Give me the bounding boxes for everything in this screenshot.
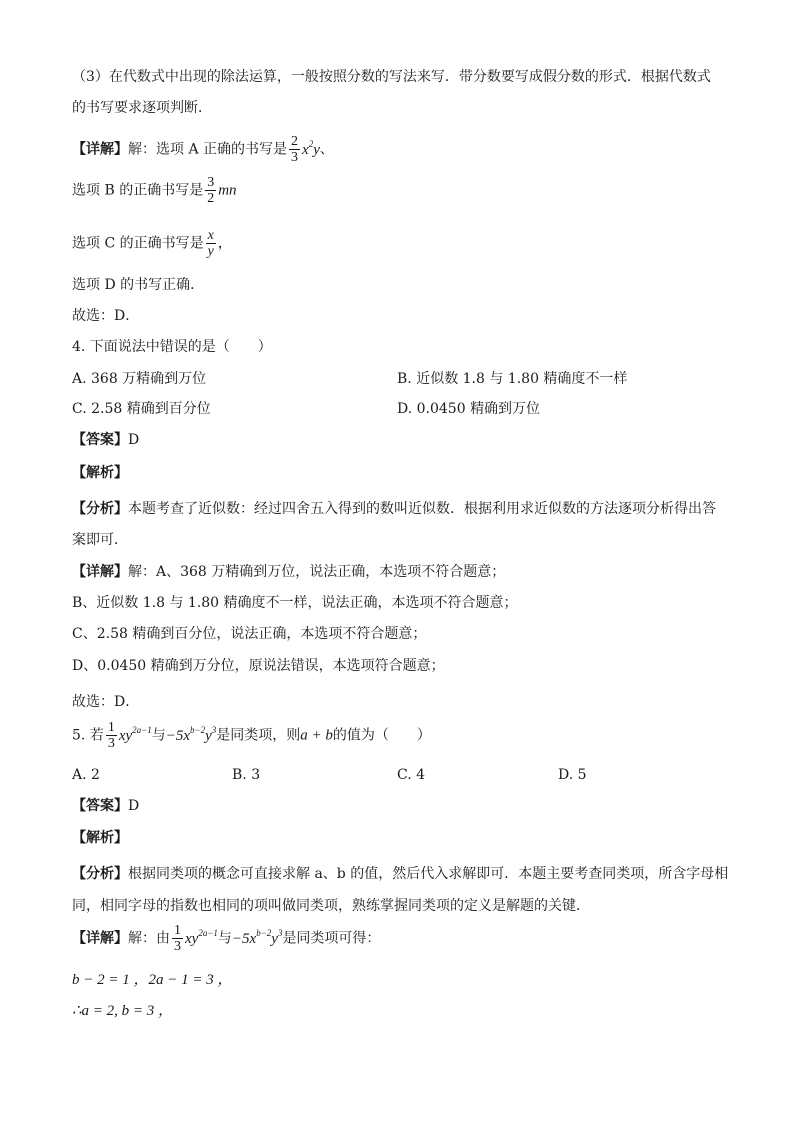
text-line: 案即可． — [72, 532, 128, 548]
q5-option-d: D. 5 — [558, 767, 587, 783]
fraction: $\frac{3}{2}$ — [207, 175, 215, 206]
question-5-stem: 5. 若 $\frac{1}{3}$ $xy^{2a-1}$与$-5x^{b-2}y^3$是同类项，则a + b的值为（ ） — [72, 720, 431, 751]
detail-text: 解：选项 A 正确的书写是 — [128, 141, 288, 158]
analysis-heading: 【解析】 — [72, 465, 128, 481]
q5-option-b: B. 3 — [232, 767, 261, 783]
math-term: $-5x^{b-2}y^3$ — [165, 724, 217, 744]
text-line: 同，相同字母的指数也相同的项叫做同类项，熟练掌握同类项的定义是解题的关键． — [72, 898, 590, 914]
fraction: $\frac{1}{3}$ — [107, 720, 115, 751]
analysis-line: 【分析】根据同类项的概念可直接求解 a、b 的值，然后代入求解即可．本题主要考查同类项，所含字母相 — [72, 866, 729, 882]
answer-line: 【答案】D — [72, 798, 140, 814]
text-line: （3）在代数式中出现的除法运算，一般按照分数的写法来写．带分数要写成假分数的形式．根据代数式 — [72, 69, 711, 85]
math-term: $xy^{2a-1}$ — [185, 927, 218, 947]
math-expression: mn — [218, 182, 237, 199]
answer-line: 【答案】D — [72, 432, 140, 448]
equation-line: b − 2 = 1 ，2a − 1 = 3 ， — [72, 972, 233, 988]
q5-option-c: C. 4 — [397, 767, 426, 783]
q4-option-a: A. 368 万精确到万位 — [72, 371, 207, 387]
detail-line: 【详解】解：选项 A 正确的书写是 $\frac{2}{3}$ $x^2y$、 — [72, 134, 334, 165]
math-term: $xy^{2a-1}$ — [118, 724, 152, 744]
math-expression: a + b — [300, 727, 333, 744]
q4-option-b: B. 近似数 1.8 与 1.80 精确度不一样 — [397, 371, 628, 387]
math-expression: $x^2y$ — [302, 138, 320, 158]
q4-option-d: D. 0.0450 精确到万位 — [397, 401, 541, 417]
q4-option-c: C. 2.58 精确到百分位 — [72, 401, 211, 417]
equation-line: ∴a = 2, b = 3 ， — [72, 1003, 174, 1019]
fraction: $\frac{1}{3}$ — [174, 923, 181, 954]
text-line: 故选：D． — [72, 694, 140, 710]
detail-line: 【详解】解：由 $\frac{1}{3}$ $xy^{2a-1}$与$-5x^{b-2}y^3$是同类项可得： — [72, 923, 381, 954]
analysis-line: 【分析】本题考查了近似数：经过四舍五入得到的数叫近似数．根据利用求近似数的方法逐项分析得出答 — [72, 501, 716, 517]
text-line: C、2.58 精确到百分位，说法正确，本选项不符合题意； — [72, 626, 427, 642]
question-4-stem: 4. 下面说法中错误的是（ ） — [72, 339, 272, 355]
math-term: $-5x^{b-2}y^3$ — [231, 927, 283, 947]
text-line: 故选：D． — [72, 308, 140, 324]
detail-line: 【详解】解：A、368 万精确到万位，说法正确，本选项不符合题意； — [72, 564, 506, 580]
text-line: 选项 C 的正确书写是 $\frac{x}{y}$ ， — [72, 228, 232, 259]
text-line: 的书写要求逐项判断． — [72, 100, 212, 116]
text-line: 选项 B 的正确书写是 $\frac{3}{2}$ mn — [72, 175, 237, 206]
text-line: D、0.0450 精确到万分位，原说法错误，本选项符合题意； — [72, 658, 445, 674]
fraction: $\frac{2}{3}$ — [291, 134, 299, 165]
detail-tag: 【详解】 — [72, 141, 128, 158]
text-line: 选项 D 的书写正确． — [72, 277, 205, 293]
text-line: B、近似数 1.8 与 1.80 精确度不一样，说法正确，本选项不符合题意； — [72, 595, 518, 611]
analysis-heading: 【解析】 — [72, 830, 128, 846]
fraction: $\frac{x}{y}$ — [207, 228, 214, 259]
q5-option-a: A. 2 — [72, 767, 100, 783]
